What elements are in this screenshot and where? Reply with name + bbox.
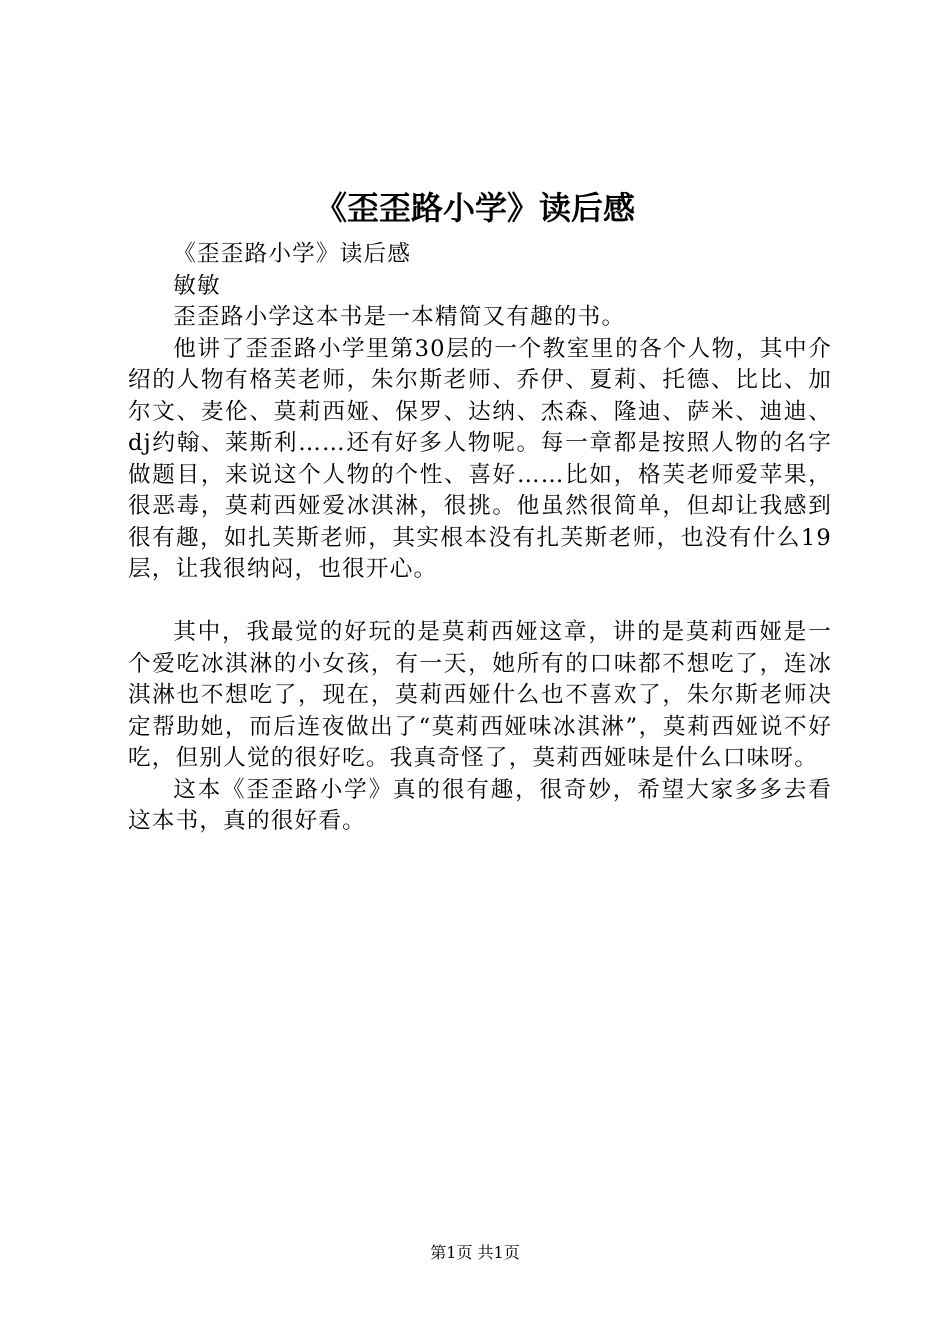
paragraph-conclusion: 这本《歪歪路小学》真的很有趣，很奇妙，希望大家多多去看这本书，真的很好看。 (128, 776, 832, 834)
paragraph-characters: 他讲了歪歪路小学里第30层的一个教室里的各个人物，其中介绍的人物有格芙老师，朱尔斯老师、乔伊、夏莉、托德、比比、加尔文、麦伦、莫莉西娅、保罗、达纳、杰森、隆迪、萨米、迪迪、dj约翰、莱斯利……还有好多人物呢。每一章都是按照人物的名字做题目，来说这个人物的个性、喜好……比如，格芙老师爱苹果，很恶毒，莫莉西娅爱冰淇淋，很挑。他虽然很简单，但却让我感到很有趣，如扎芙斯老师，其实根本没有扎芙斯老师，也没有什么19层，让我很纳闷，也很开心。 (128, 335, 832, 582)
paragraph-author: 敏敏 (173, 272, 221, 299)
page-footer: 第1页 共1页 (430, 1243, 520, 1262)
paragraph-subtitle: 《歪歪路小学》读后感 (173, 241, 412, 267)
document-title: 《歪歪路小学》读后感 (314, 189, 635, 227)
paragraph-favorite-chapter: 其中，我最觉的好玩的是莫莉西娅这章，讲的是莫莉西娅是一个爱吃冰淇淋的小女孩，有一天，她所有的口味都不想吃了，连冰淇淋也不想吃了，现在，莫莉西娅什么也不喜欢了，朱尔斯老师决定帮助她，而后连夜做出了“莫莉西娅味冰淇淋”，莫莉西娅说不好吃，但别人觉的很好吃。我真奇怪了，莫莉西娅味是什么口味呀。 (128, 619, 832, 771)
document-body (128, 239, 832, 838)
paragraph-intro: 歪歪路小学这本书是一本精简又有趣的书。 (173, 304, 626, 330)
